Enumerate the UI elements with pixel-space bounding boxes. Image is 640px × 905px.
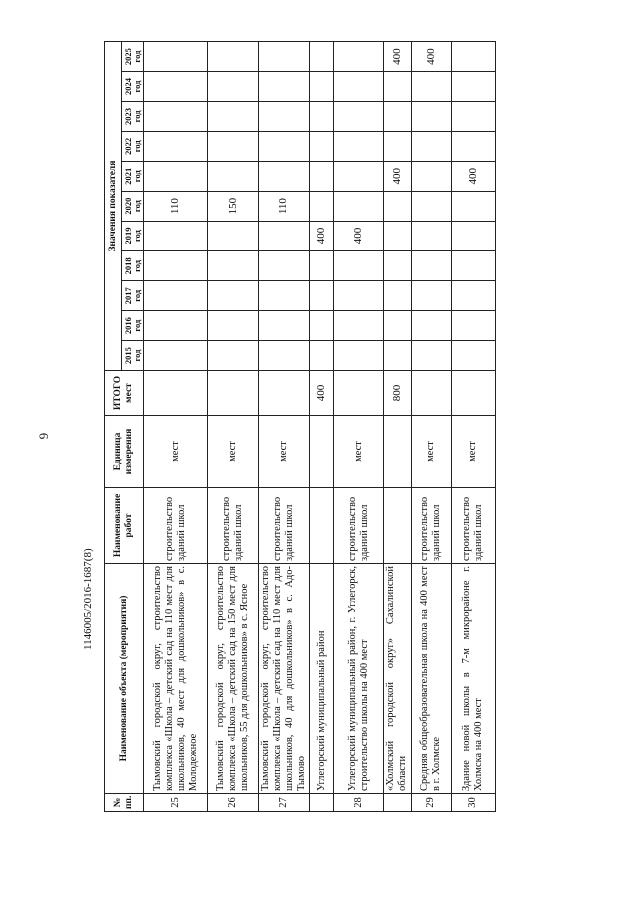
year-value-cell: 110 <box>144 191 208 221</box>
year-value-cell <box>411 191 451 221</box>
header-year: 2017 год <box>122 281 144 311</box>
year-value-cell <box>411 72 451 102</box>
header-work: Наименование работ <box>105 488 144 564</box>
year-value-cell <box>451 311 495 341</box>
year-value-cell: 400 <box>384 42 411 72</box>
year-value-cell <box>208 101 258 131</box>
year-value-cell <box>384 311 411 341</box>
year-value-cell <box>258 101 309 131</box>
object-name-cell: Тымовский городской округ, строительство комплекса «Школа – детский сад на 150 мест для школьников, 55 для дошкольников» в с. Ясное <box>208 564 258 794</box>
header-year: 2025 год <box>122 42 144 72</box>
table-row <box>334 42 384 812</box>
year-value-cell <box>411 341 451 371</box>
year-value-cell <box>334 72 384 102</box>
work-type-cell: строительство зданий школ <box>451 488 495 564</box>
year-value-cell <box>384 251 411 281</box>
year-value-cell <box>208 281 258 311</box>
year-value-cell <box>334 101 384 131</box>
year-value-cell <box>208 221 258 251</box>
total-cell <box>258 371 309 416</box>
year-value-cell <box>144 131 208 161</box>
year-value-cell <box>309 311 333 341</box>
row-num-cell <box>384 794 411 812</box>
year-value-cell <box>309 161 333 191</box>
year-value-cell: 150 <box>208 191 258 221</box>
work-type-cell: строительство зданий школ <box>208 488 258 564</box>
object-name-cell: Тымовский городской округ, строительство комплекса «Школа – детский сад на 110 мест для школьников, 40 мест для дошкольников» в с. Молодежное <box>144 564 208 794</box>
table-row <box>411 42 451 812</box>
header-year: 2024 год <box>122 72 144 102</box>
unit-cell: мест <box>258 416 309 488</box>
year-value-cell <box>208 72 258 102</box>
table-row <box>144 42 208 812</box>
header-year: 2020 год <box>122 191 144 221</box>
total-cell <box>411 371 451 416</box>
year-value-cell <box>309 72 333 102</box>
page-number: 6 <box>36 432 52 440</box>
object-name-cell: Углегорский муниципальный район, г. Углегорск, строительство школы на 400 мест <box>334 564 384 794</box>
document-id: 1146005/2016-1687(8) <box>82 548 94 650</box>
year-value-cell <box>258 311 309 341</box>
year-value-cell <box>411 161 451 191</box>
year-value-cell <box>208 341 258 371</box>
unit-cell: мест <box>334 416 384 488</box>
year-value-cell <box>208 311 258 341</box>
unit-cell <box>384 416 411 488</box>
year-value-cell <box>384 101 411 131</box>
year-value-cell <box>451 341 495 371</box>
year-value-cell <box>258 251 309 281</box>
row-num-cell: 27 <box>258 794 309 812</box>
year-value-cell <box>309 341 333 371</box>
year-value-cell <box>258 131 309 161</box>
year-value-cell <box>411 251 451 281</box>
year-value-cell <box>334 341 384 371</box>
header-values-group: Значения показателя <box>105 42 122 371</box>
rotated-table-wrapper <box>104 42 496 812</box>
year-value-cell <box>258 42 309 72</box>
table-row <box>258 42 309 812</box>
year-value-cell <box>451 221 495 251</box>
year-value-cell <box>411 101 451 131</box>
year-value-cell <box>258 161 309 191</box>
year-value-cell <box>144 101 208 131</box>
object-name-cell: Тымовский городской округ, строительство комплекса «Школа – детский сад на 110 мест для школьников, 40 для дошкольников» в с. Адо-Тымово <box>258 564 309 794</box>
year-value-cell <box>144 42 208 72</box>
row-num-cell: 26 <box>208 794 258 812</box>
year-value-cell <box>144 341 208 371</box>
indicators-table <box>104 41 496 812</box>
year-value-cell <box>309 131 333 161</box>
header-year: 2016 год <box>122 311 144 341</box>
total-cell <box>451 371 495 416</box>
row-num-cell: 25 <box>144 794 208 812</box>
year-value-cell <box>451 131 495 161</box>
year-value-cell <box>208 42 258 72</box>
year-value-cell <box>334 311 384 341</box>
unit-cell: мест <box>144 416 208 488</box>
header-year: 2022 год <box>122 131 144 161</box>
year-value-cell <box>451 281 495 311</box>
year-value-cell: 400 <box>309 221 333 251</box>
unit-cell: мест <box>451 416 495 488</box>
year-value-cell <box>334 191 384 221</box>
header-object: Наименование объекта (мероприятия) <box>105 564 144 794</box>
row-num-cell <box>309 794 333 812</box>
year-value-cell <box>144 161 208 191</box>
year-value-cell <box>334 161 384 191</box>
year-value-cell <box>258 281 309 311</box>
year-value-cell <box>144 251 208 281</box>
header-year: 2015 год <box>122 341 144 371</box>
header-unit: Единица измерения <box>105 416 144 488</box>
unit-cell: мест <box>411 416 451 488</box>
work-type-cell <box>384 488 411 564</box>
year-value-cell <box>309 191 333 221</box>
header-year: 2023 год <box>122 101 144 131</box>
object-name-cell: Средняя общеобразовательная школа на 400 мест в г. Холмске <box>411 564 451 794</box>
year-value-cell <box>144 221 208 251</box>
unit-cell <box>309 416 333 488</box>
table-header <box>105 42 144 812</box>
year-value-cell <box>309 42 333 72</box>
year-value-cell <box>384 131 411 161</box>
year-value-cell <box>309 281 333 311</box>
object-name-cell: Углегорский муниципальный район <box>309 564 333 794</box>
year-value-cell <box>411 131 451 161</box>
year-value-cell <box>258 221 309 251</box>
year-value-cell <box>451 101 495 131</box>
table-row <box>384 42 411 812</box>
year-value-cell <box>451 42 495 72</box>
year-value-cell <box>144 281 208 311</box>
year-value-cell <box>309 101 333 131</box>
object-name-cell: Здание новой школы в 7-м микрорайоне г. Холмска на 400 мест <box>451 564 495 794</box>
table-row <box>451 42 495 812</box>
year-value-cell <box>258 341 309 371</box>
year-value-cell <box>334 131 384 161</box>
year-value-cell: 400 <box>384 161 411 191</box>
year-value-cell <box>334 251 384 281</box>
table-row <box>309 42 333 812</box>
table-body <box>144 42 496 812</box>
year-value-cell <box>144 72 208 102</box>
year-value-cell <box>384 72 411 102</box>
total-cell <box>334 371 384 416</box>
header-total: ИТОГО мест <box>105 371 144 416</box>
year-value-cell <box>208 251 258 281</box>
year-value-cell <box>451 251 495 281</box>
total-cell <box>208 371 258 416</box>
header-year: 2018 год <box>122 251 144 281</box>
year-value-cell: 400 <box>411 42 451 72</box>
header-num: № пп. <box>105 794 144 812</box>
work-type-cell: строительство зданий школ <box>334 488 384 564</box>
year-value-cell <box>208 161 258 191</box>
year-value-cell <box>334 42 384 72</box>
year-value-cell <box>411 311 451 341</box>
year-value-cell <box>334 281 384 311</box>
row-num-cell: 28 <box>334 794 384 812</box>
work-type-cell: строительство зданий школ <box>411 488 451 564</box>
year-value-cell <box>451 72 495 102</box>
year-value-cell <box>384 281 411 311</box>
work-type-cell <box>309 488 333 564</box>
year-value-cell <box>451 191 495 221</box>
table-row <box>208 42 258 812</box>
year-value-cell <box>411 221 451 251</box>
header-year: 2019 год <box>122 221 144 251</box>
year-value-cell <box>258 72 309 102</box>
total-cell: 800 <box>384 371 411 416</box>
total-cell <box>144 371 208 416</box>
unit-cell: мест <box>208 416 258 488</box>
work-type-cell: строительство зданий школ <box>144 488 208 564</box>
total-cell: 400 <box>309 371 333 416</box>
year-value-cell <box>411 281 451 311</box>
row-num-cell: 30 <box>451 794 495 812</box>
year-value-cell: 400 <box>334 221 384 251</box>
year-value-cell: 400 <box>451 161 495 191</box>
header-year: 2021 год <box>122 161 144 191</box>
row-num-cell: 29 <box>411 794 451 812</box>
work-type-cell: строительство зданий школ <box>258 488 309 564</box>
year-value-cell <box>384 341 411 371</box>
year-value-cell <box>309 251 333 281</box>
year-value-cell <box>384 221 411 251</box>
year-value-cell <box>208 131 258 161</box>
object-name-cell: «Холмский городской округ» Сахалинской области <box>384 564 411 794</box>
year-value-cell <box>384 191 411 221</box>
year-value-cell: 110 <box>258 191 309 221</box>
year-value-cell <box>144 311 208 341</box>
